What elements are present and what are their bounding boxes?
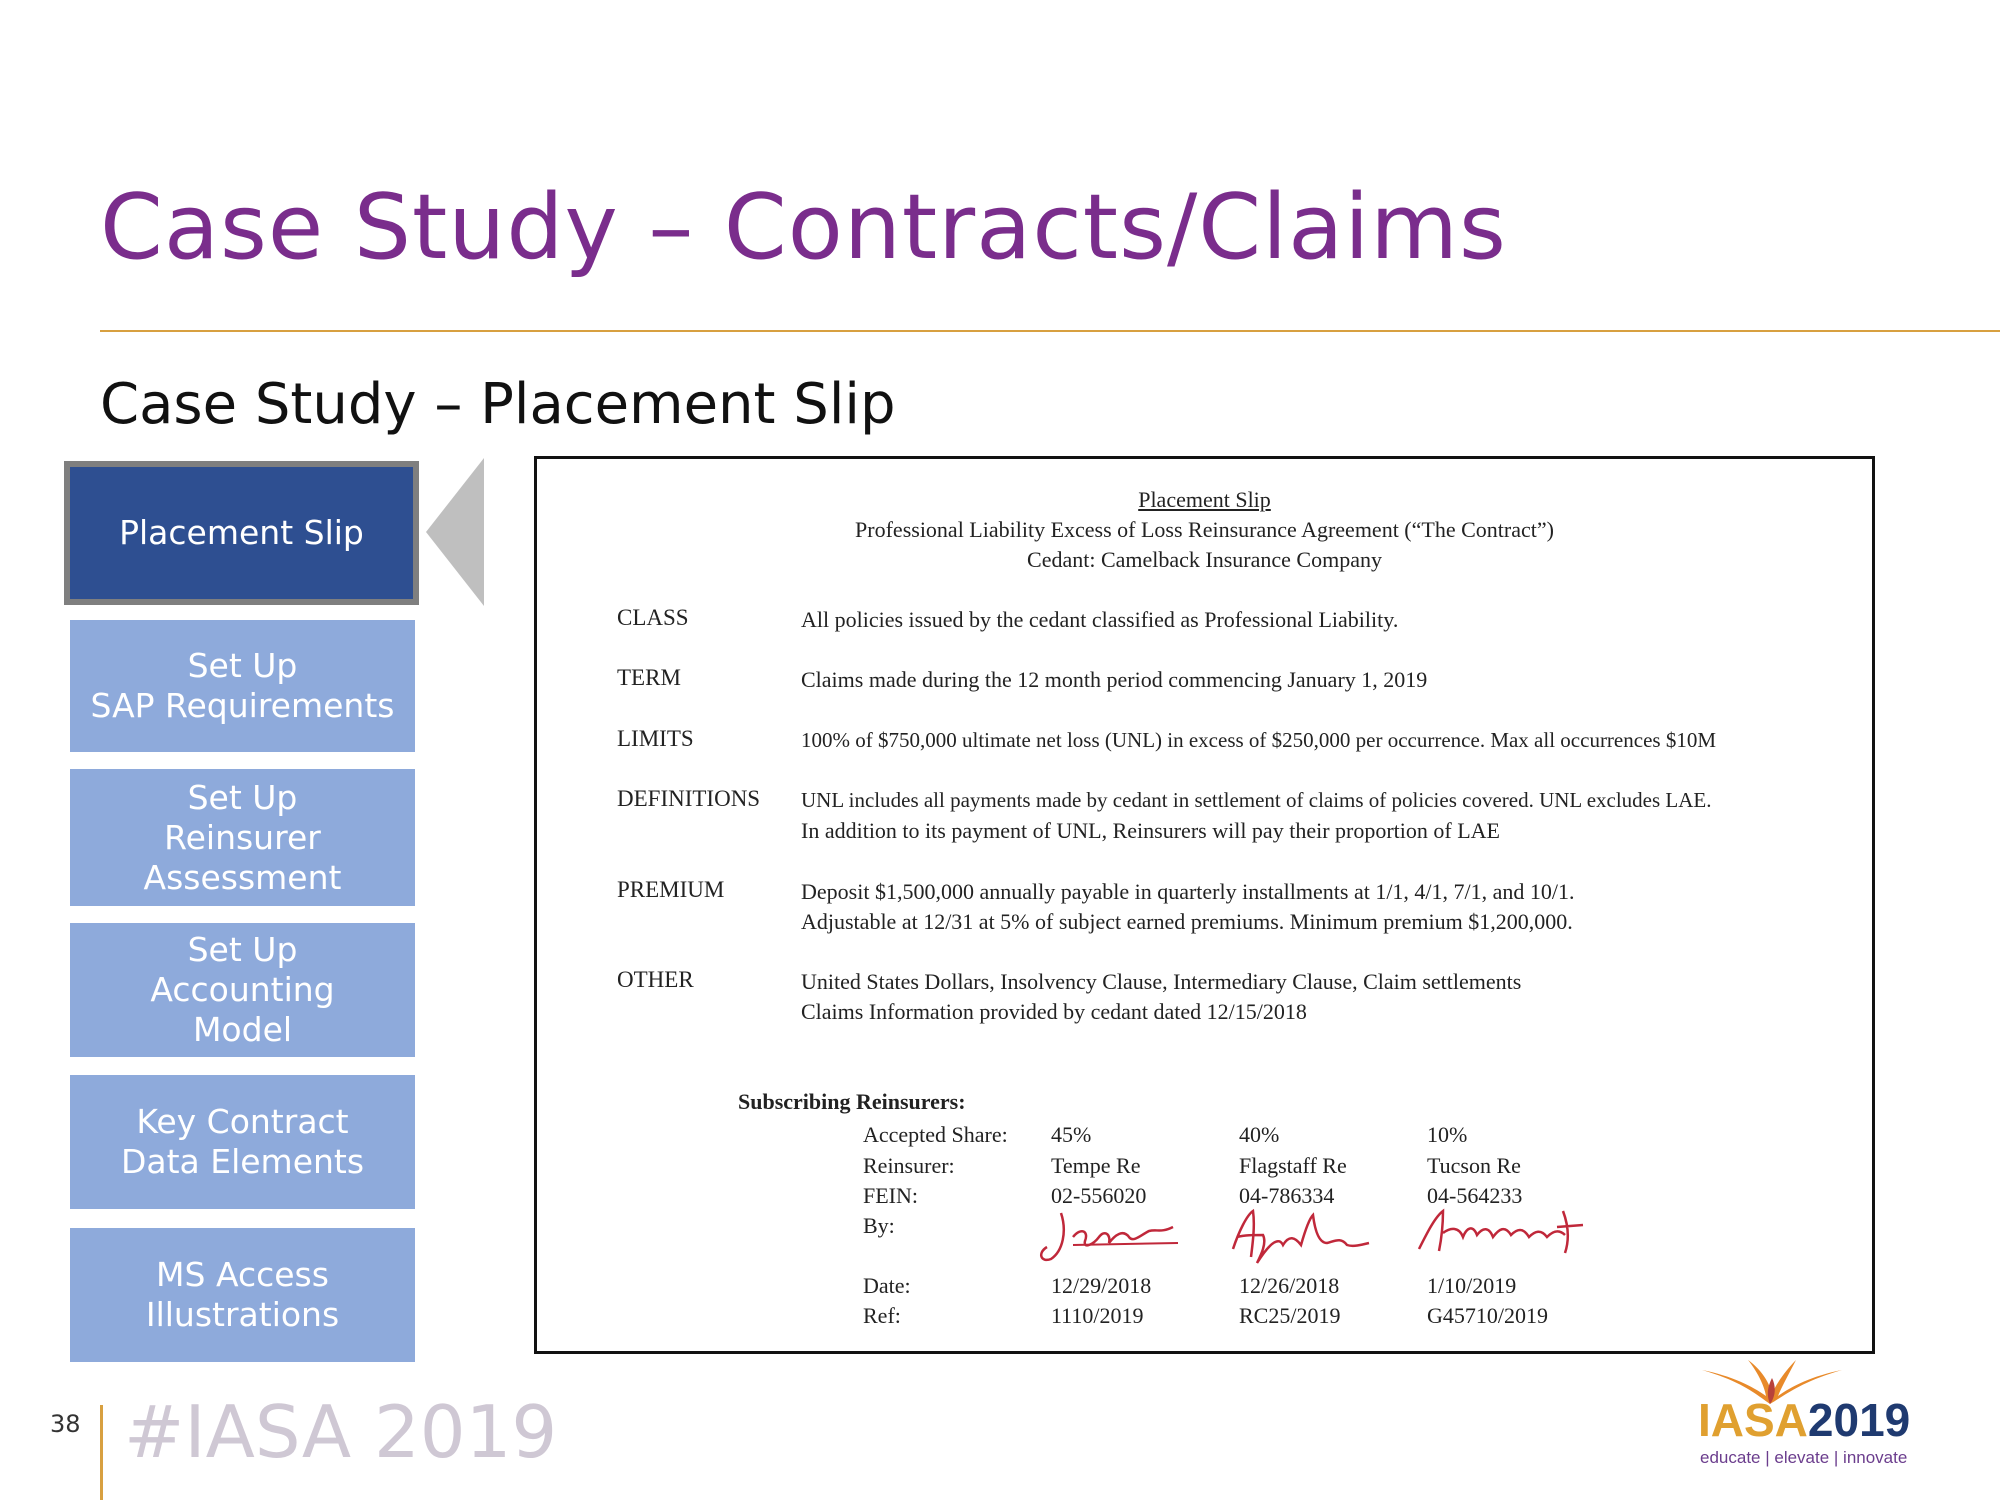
signature-tucson-re bbox=[1413, 1197, 1593, 1267]
doc-heading: Placement Slip bbox=[1138, 487, 1271, 512]
section-label: PREMIUM bbox=[617, 877, 725, 902]
section-text: Claims Information provided by cedant dated 12/15/2018 bbox=[801, 999, 1307, 1024]
row-label: By: bbox=[863, 1213, 895, 1238]
section-text: In addition to its payment of UNL, Reinsurers will pay their proportion of LAE bbox=[801, 818, 1500, 843]
footer-hashtag: #IASA 2019 bbox=[124, 1390, 558, 1474]
reinsurer-date: 12/29/2018 bbox=[1051, 1273, 1152, 1298]
section-label: TERM bbox=[617, 665, 681, 690]
placement-slip-document bbox=[534, 456, 1875, 1354]
nav-accounting-model-button[interactable]: Set Up Accounting Model bbox=[70, 923, 415, 1057]
reinsurer-date: 1/10/2019 bbox=[1427, 1273, 1517, 1298]
subscribing-reinsurers-title: Subscribing Reinsurers: bbox=[738, 1089, 966, 1114]
row-label: Reinsurer: bbox=[863, 1153, 955, 1178]
section-label: LIMITS bbox=[617, 726, 694, 751]
section-label: CLASS bbox=[617, 605, 689, 630]
reinsurer-name: Tucson Re bbox=[1427, 1153, 1521, 1178]
doc-cedant-line: Cedant: Camelback Insurance Company bbox=[1027, 547, 1382, 572]
section-text: Adjustable at 12/31 at 5% of subject earned premiums. Minimum premium $1,200,000. bbox=[801, 909, 1573, 934]
section-text: Deposit $1,500,000 annually payable in quarterly installments at 1/1, 4/1, 7/1, and 10/1. bbox=[801, 879, 1575, 904]
reinsurer-name: Tempe Re bbox=[1051, 1153, 1141, 1178]
reinsurer-ref: 1110/2019 bbox=[1051, 1303, 1144, 1328]
reinsurer-date: 12/26/2018 bbox=[1239, 1273, 1340, 1298]
reinsurer-name: Flagstaff Re bbox=[1239, 1153, 1347, 1178]
row-label: FEIN: bbox=[863, 1183, 918, 1208]
doc-agreement-line: Professional Liability Excess of Loss Reinsurance Agreement (“The Contract”) bbox=[855, 517, 1554, 542]
section-text: Claims made during the 12 month period commencing January 1, 2019 bbox=[801, 667, 1428, 692]
active-pointer-arrow bbox=[424, 458, 486, 608]
reinsurer-fein: 04-786334 bbox=[1239, 1183, 1335, 1208]
section-label: OTHER bbox=[617, 967, 694, 992]
logo-brand: IASA bbox=[1698, 1394, 1808, 1446]
reinsurer-share: 45% bbox=[1051, 1122, 1092, 1147]
reinsurer-share: 40% bbox=[1239, 1122, 1280, 1147]
reinsurer-ref: G45710/2019 bbox=[1427, 1303, 1548, 1328]
row-label: Ref: bbox=[863, 1303, 901, 1328]
title-divider bbox=[100, 330, 2000, 332]
slide-title: Case Study – Contracts/Claims bbox=[100, 175, 1507, 280]
nav-sap-requirements-button[interactable]: Set Up SAP Requirements bbox=[70, 620, 415, 752]
section-label: DEFINITIONS bbox=[617, 786, 761, 811]
nav-ms-access-button[interactable]: MS Access Illustrations bbox=[70, 1228, 415, 1362]
slide-subtitle: Case Study – Placement Slip bbox=[100, 372, 896, 437]
reinsurer-fein: 04-564233 bbox=[1427, 1183, 1523, 1208]
nav-placement-slip-button[interactable]: Placement Slip bbox=[64, 461, 419, 605]
reinsurer-share: 10% bbox=[1427, 1122, 1468, 1147]
nav-key-contract-data-button[interactable]: Key Contract Data Elements bbox=[70, 1075, 415, 1209]
section-text: UNL includes all payments made by cedant in settlement of claims of policies covered. UNL excludes LAE. bbox=[801, 788, 1712, 812]
page-number: 38 bbox=[50, 1410, 81, 1438]
section-text: United States Dollars, Insolvency Clause, Intermediary Clause, Claim settlements bbox=[801, 969, 1522, 994]
reinsurer-ref: RC25/2019 bbox=[1239, 1303, 1341, 1328]
logo-tagline: educate | elevate | innovate bbox=[1700, 1448, 1908, 1467]
nav-reinsurer-assessment-button[interactable]: Set Up Reinsurer Assessment bbox=[70, 769, 415, 906]
row-label: Date: bbox=[863, 1273, 911, 1298]
footer-divider bbox=[100, 1405, 103, 1500]
row-label: Accepted Share: bbox=[863, 1122, 1008, 1147]
section-text: 100% of $750,000 ultimate net loss (UNL) in excess of $250,000 per occurrence. Max all occurrences $10M bbox=[801, 728, 1716, 752]
section-text: All policies issued by the cedant classified as Professional Liability. bbox=[801, 607, 1399, 632]
signature-tempe-re bbox=[1033, 1201, 1183, 1271]
logo-wordmark bbox=[1698, 1393, 1910, 1447]
reinsurer-fein: 02-556020 bbox=[1051, 1183, 1147, 1208]
signature-flagstaff-re bbox=[1223, 1201, 1373, 1271]
logo-year: 2019 bbox=[1807, 1394, 1911, 1446]
